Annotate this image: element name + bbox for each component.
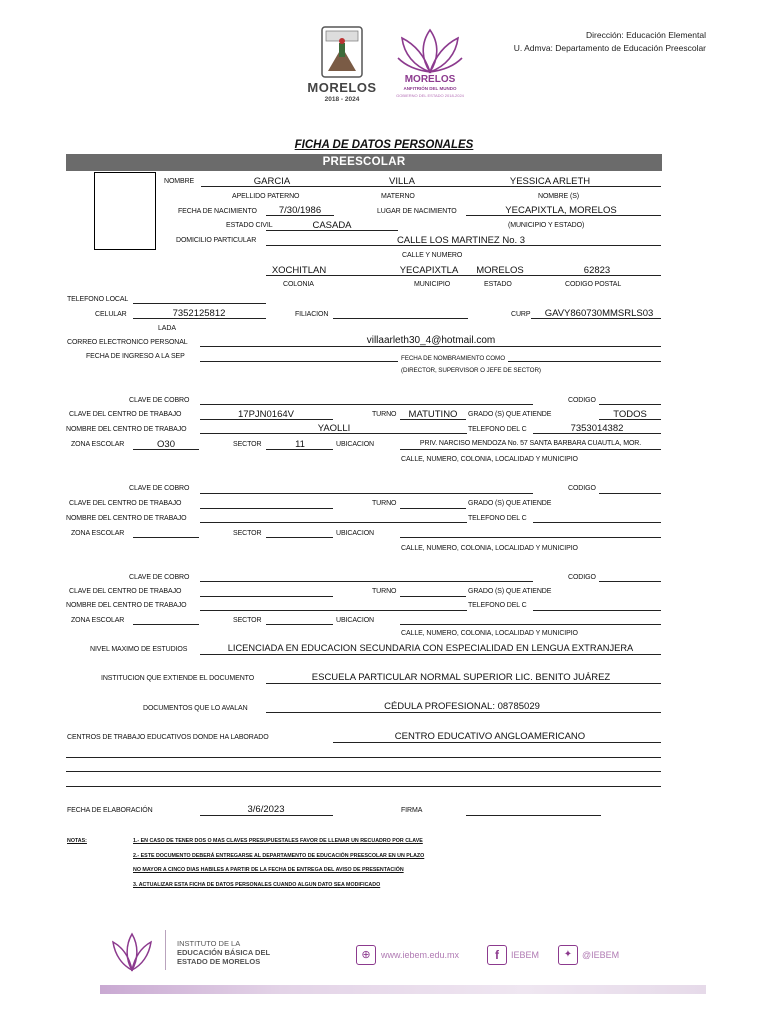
label-clave-cobro-2: CLAVE DE COBRO xyxy=(129,485,190,492)
label-documentos: DOCUMENTOS QUE LO AVALAN xyxy=(143,705,248,712)
note-2b: NO MAYOR A CINCO DIAS HABILES A PARTIR DE LA FECHA DE ENTREGA DEL AVISO DE PRESENTACIÓN xyxy=(133,867,404,873)
web-icon: ⊕ xyxy=(356,945,376,965)
unit-text: U. Admva: Departamento de Educación Preescolar xyxy=(513,43,706,53)
label-centros: CENTROS DE TRABAJO EDUCATIVOS DONDE HA LABORADO xyxy=(67,734,269,741)
iebem-line-3: ESTADO DE MORELOS xyxy=(177,957,261,966)
label-nivel-estudios: NIVEL MAXIMO DE ESTUDIOS xyxy=(90,646,188,653)
label-codigo-1: CODIGO xyxy=(568,397,596,404)
label-correo: CORREO ELECTRONICO PERSONAL xyxy=(67,339,188,346)
note-3: 3. ACTUALIZAR ESTA FICHA DE DATOS PERSONALES CUANDO ALGUN DATO SEA MODIFICADO xyxy=(133,882,381,888)
turno-value[interactable]: MATUTINO xyxy=(408,409,458,420)
label-codigo-2: CODIGO xyxy=(568,485,596,492)
grados-value[interactable]: TODOS xyxy=(613,409,647,420)
morelos-logo-text: MORELOS xyxy=(307,80,377,95)
apellido-paterno-value[interactable]: GARCIA xyxy=(253,176,291,187)
label-sector-2: SECTOR xyxy=(233,530,262,537)
label-apellido-paterno: APELLIDO PATERNO xyxy=(232,193,300,200)
label-domicilio: DOMICILIO PARTICULAR xyxy=(176,237,257,244)
codigo-postal-value[interactable]: 62823 xyxy=(583,265,611,276)
label-materno: MATERNO xyxy=(381,193,415,200)
label-calle-colonia-1: CALLE, NUMERO, COLONIA, LOCALIDAD Y MUNICIPIO xyxy=(401,456,578,463)
anfitrion-subtitle: ANFITRIÓN DEL MUNDO xyxy=(403,86,457,91)
label-curp: CURP xyxy=(511,311,531,318)
label-lada: LADA xyxy=(158,325,176,332)
label-clave-ct-2: CLAVE DEL CENTRO DE TRABAJO xyxy=(69,500,182,507)
label-ubicacion-3: UBICACION xyxy=(336,617,374,624)
label-nombre-ct-1: NOMBRE DEL CENTRO DE TRABAJO xyxy=(66,426,187,433)
label-fecha-nacimiento: FECHA DE NACIMIENTO xyxy=(178,208,257,215)
label-clave-cobro-1: CLAVE DE COBRO xyxy=(129,397,190,404)
label-zona-3: ZONA ESCOLAR xyxy=(71,617,125,624)
zona-value[interactable]: O30 xyxy=(157,439,175,450)
label-sector-1: SECTOR xyxy=(233,441,262,448)
label-calle-numero: CALLE Y NUMERO xyxy=(402,252,463,259)
label-zona-2: ZONA ESCOLAR xyxy=(71,530,125,537)
fecha-elaboracion-value[interactable]: 3/6/2023 xyxy=(247,804,285,815)
level-band: PREESCOLAR xyxy=(66,154,662,171)
label-clave-ct-3: CLAVE DEL CENTRO DE TRABAJO xyxy=(69,588,182,595)
facebook-icon: f xyxy=(487,945,507,965)
nombres-value[interactable]: YESSICA ARLETH xyxy=(509,176,591,187)
label-nombres: NOMBRE (S) xyxy=(538,193,580,200)
label-calle-colonia-3: CALLE, NUMERO, COLONIA, LOCALIDAD Y MUNICIPIO xyxy=(401,630,578,637)
label-municipio: MUNICIPIO xyxy=(414,281,451,288)
state-seal-logo xyxy=(320,25,364,81)
morelos-flower-logo xyxy=(394,26,466,76)
sector-value[interactable]: 11 xyxy=(295,439,305,450)
fecha-nacimiento-value[interactable]: 7/30/1986 xyxy=(278,205,322,216)
label-grados-2: GRADO (S) QUE ATIENDE xyxy=(468,500,552,507)
apellido-materno-value[interactable]: VILLA xyxy=(389,176,415,187)
nivel-estudios-value[interactable]: LICENCIADA EN EDUCACION SECUNDARIA CON ESPECIALIDAD EN LENGUA EXTRANJERA xyxy=(227,643,634,653)
label-firma: FIRMA xyxy=(401,807,423,814)
iebem-flower-logo xyxy=(108,930,156,974)
direction-text: Dirección: Educación Elemental xyxy=(585,30,706,40)
domicilio-value[interactable]: CALLE LOS MARTINEZ No. 3 xyxy=(396,235,526,246)
centros-value[interactable]: CENTRO EDUCATIVO ANGLOAMERICANO xyxy=(394,731,586,742)
label-nombre-ct-2: NOMBRE DEL CENTRO DE TRABAJO xyxy=(66,515,187,522)
correo-value[interactable]: villaarleth30_4@hotmail.com xyxy=(366,335,496,346)
facebook-link[interactable]: IEBEM xyxy=(511,950,540,960)
estado-value[interactable]: MORELOS xyxy=(476,265,524,276)
twitter-link[interactable]: @IEBEM xyxy=(582,950,620,960)
celular-value[interactable]: 7352125812 xyxy=(172,308,226,319)
label-institucion: INSTITUCION QUE EXTIENDE EL DOCUMENTO xyxy=(101,675,255,682)
label-telefono-ct-3: TELEFONO DEL C xyxy=(468,602,527,609)
label-turno-3: TURNO xyxy=(372,588,397,595)
morelos-anfitrion-text: MORELOS xyxy=(404,74,456,85)
notes-heading: NOTAS: xyxy=(67,838,87,844)
label-codigo-postal: CODIGO POSTAL xyxy=(565,281,622,288)
label-lugar-nacimiento: LUGAR DE NACIMIENTO xyxy=(377,208,457,215)
photo-box xyxy=(94,172,156,250)
label-nombre-ct-3: NOMBRE DEL CENTRO DE TRABAJO xyxy=(66,602,187,609)
label-fecha-elaboracion: FECHA DE ELABORACIÓN xyxy=(67,807,153,814)
label-colonia: COLONIA xyxy=(283,281,314,288)
label-telefono-ct-2: TELEFONO DEL C xyxy=(468,515,527,522)
label-clave-ct-1: CLAVE DEL CENTRO DE TRABAJO xyxy=(69,411,182,418)
form-title: FICHA DE DATOS PERSONALES xyxy=(294,139,474,151)
estado-civil-value[interactable]: CASADA xyxy=(312,220,352,231)
curp-value[interactable]: GAVY860730MMSRLS03 xyxy=(544,308,654,319)
iebem-line-1: INSTITUTO DE LA xyxy=(177,939,241,948)
label-turno-2: TURNO xyxy=(372,500,397,507)
label-codigo-3: CODIGO xyxy=(568,574,596,581)
label-nombre: NOMBRE xyxy=(164,178,195,185)
label-municipio-estado: (MUNICIPIO Y ESTADO) xyxy=(508,222,585,229)
label-telefono-local: TELEFONO LOCAL xyxy=(67,296,129,303)
morelos-logo-years: 2018 - 2024 xyxy=(324,96,360,103)
gobierno-subtitle: GOBIERNO DEL ESTADO 2018-2024 xyxy=(396,93,464,98)
twitter-icon: ✦ xyxy=(558,945,578,965)
label-celular: CELULAR xyxy=(95,311,127,318)
label-calle-colonia-2: CALLE, NUMERO, COLONIA, LOCALIDAD Y MUNICIPIO xyxy=(401,545,578,552)
label-fecha-nombramiento: FECHA DE NOMBRAMIENTO COMO xyxy=(401,355,505,362)
label-fecha-ingreso: FECHA DE INGRESO A LA SEP xyxy=(86,353,185,360)
label-clave-cobro-3: CLAVE DE COBRO xyxy=(129,574,190,581)
ubicacion-value[interactable]: PRIV. NARCISO MENDOZA No. 57 SANTA BARBARA CUAUTLA, MOR. xyxy=(419,440,642,447)
iebem-line-2: EDUCACIÓN BÁSICA DEL xyxy=(177,948,271,957)
nombre-ct-value[interactable]: YAOLLI xyxy=(317,423,351,434)
label-filiacion: FILIACION xyxy=(295,311,329,318)
label-zona-1: ZONA ESCOLAR xyxy=(71,441,125,448)
telefono-ct-value[interactable]: 7353014382 xyxy=(570,423,624,434)
label-estado-civil: ESTADO CIVIL xyxy=(226,222,273,229)
label-grados-1: GRADO (S) QUE ATIENDE xyxy=(468,411,552,418)
label-ubicacion-1: UBICACION xyxy=(336,441,374,448)
header-directions xyxy=(514,29,706,55)
colonia-value[interactable]: XOCHITLAN xyxy=(271,265,327,276)
clave-ct-value[interactable]: 17PJN0164V xyxy=(238,409,294,420)
documentos-value[interactable]: CÉDULA PROFESIONAL: 08785029 xyxy=(384,701,540,712)
institucion-value[interactable]: ESCUELA PARTICULAR NORMAL SUPERIOR LIC. BENITO JUÁREZ xyxy=(311,672,611,683)
lugar-nacimiento-value[interactable]: YECAPIXTLA, MORELOS xyxy=(505,205,617,216)
label-director-note: (DIRECTOR, SUPERVISOR O JEFE DE SECTOR) xyxy=(401,367,541,374)
iebem-name xyxy=(177,939,270,966)
municipio-value[interactable]: YECAPIXTLA xyxy=(399,265,459,276)
label-sector-3: SECTOR xyxy=(233,617,262,624)
label-ubicacion-2: UBICACION xyxy=(336,530,374,537)
label-estado: ESTADO xyxy=(484,281,512,288)
label-grados-3: GRADO (S) QUE ATIENDE xyxy=(468,588,552,595)
label-turno-1: TURNO xyxy=(372,411,397,418)
label-telefono-ct-1: TELEFONO DEL C xyxy=(468,426,527,433)
web-link[interactable]: www.iebem.edu.mx xyxy=(381,950,460,960)
footer-decor-bar xyxy=(100,985,706,994)
note-2a: 2.- ESTE DOCUMENTO DEBERÁ ENTREGARSE AL DEPARTAMENTO DE EDUCACIÓN PREESCOLAR EN UN PLAZO xyxy=(133,853,425,859)
note-1: 1.- EN CASO DE TENER DOS O MAS CLAVES PRESUPUESTALES FAVOR DE LLENAR UN RECUADRO POR CLAVE xyxy=(133,838,423,844)
